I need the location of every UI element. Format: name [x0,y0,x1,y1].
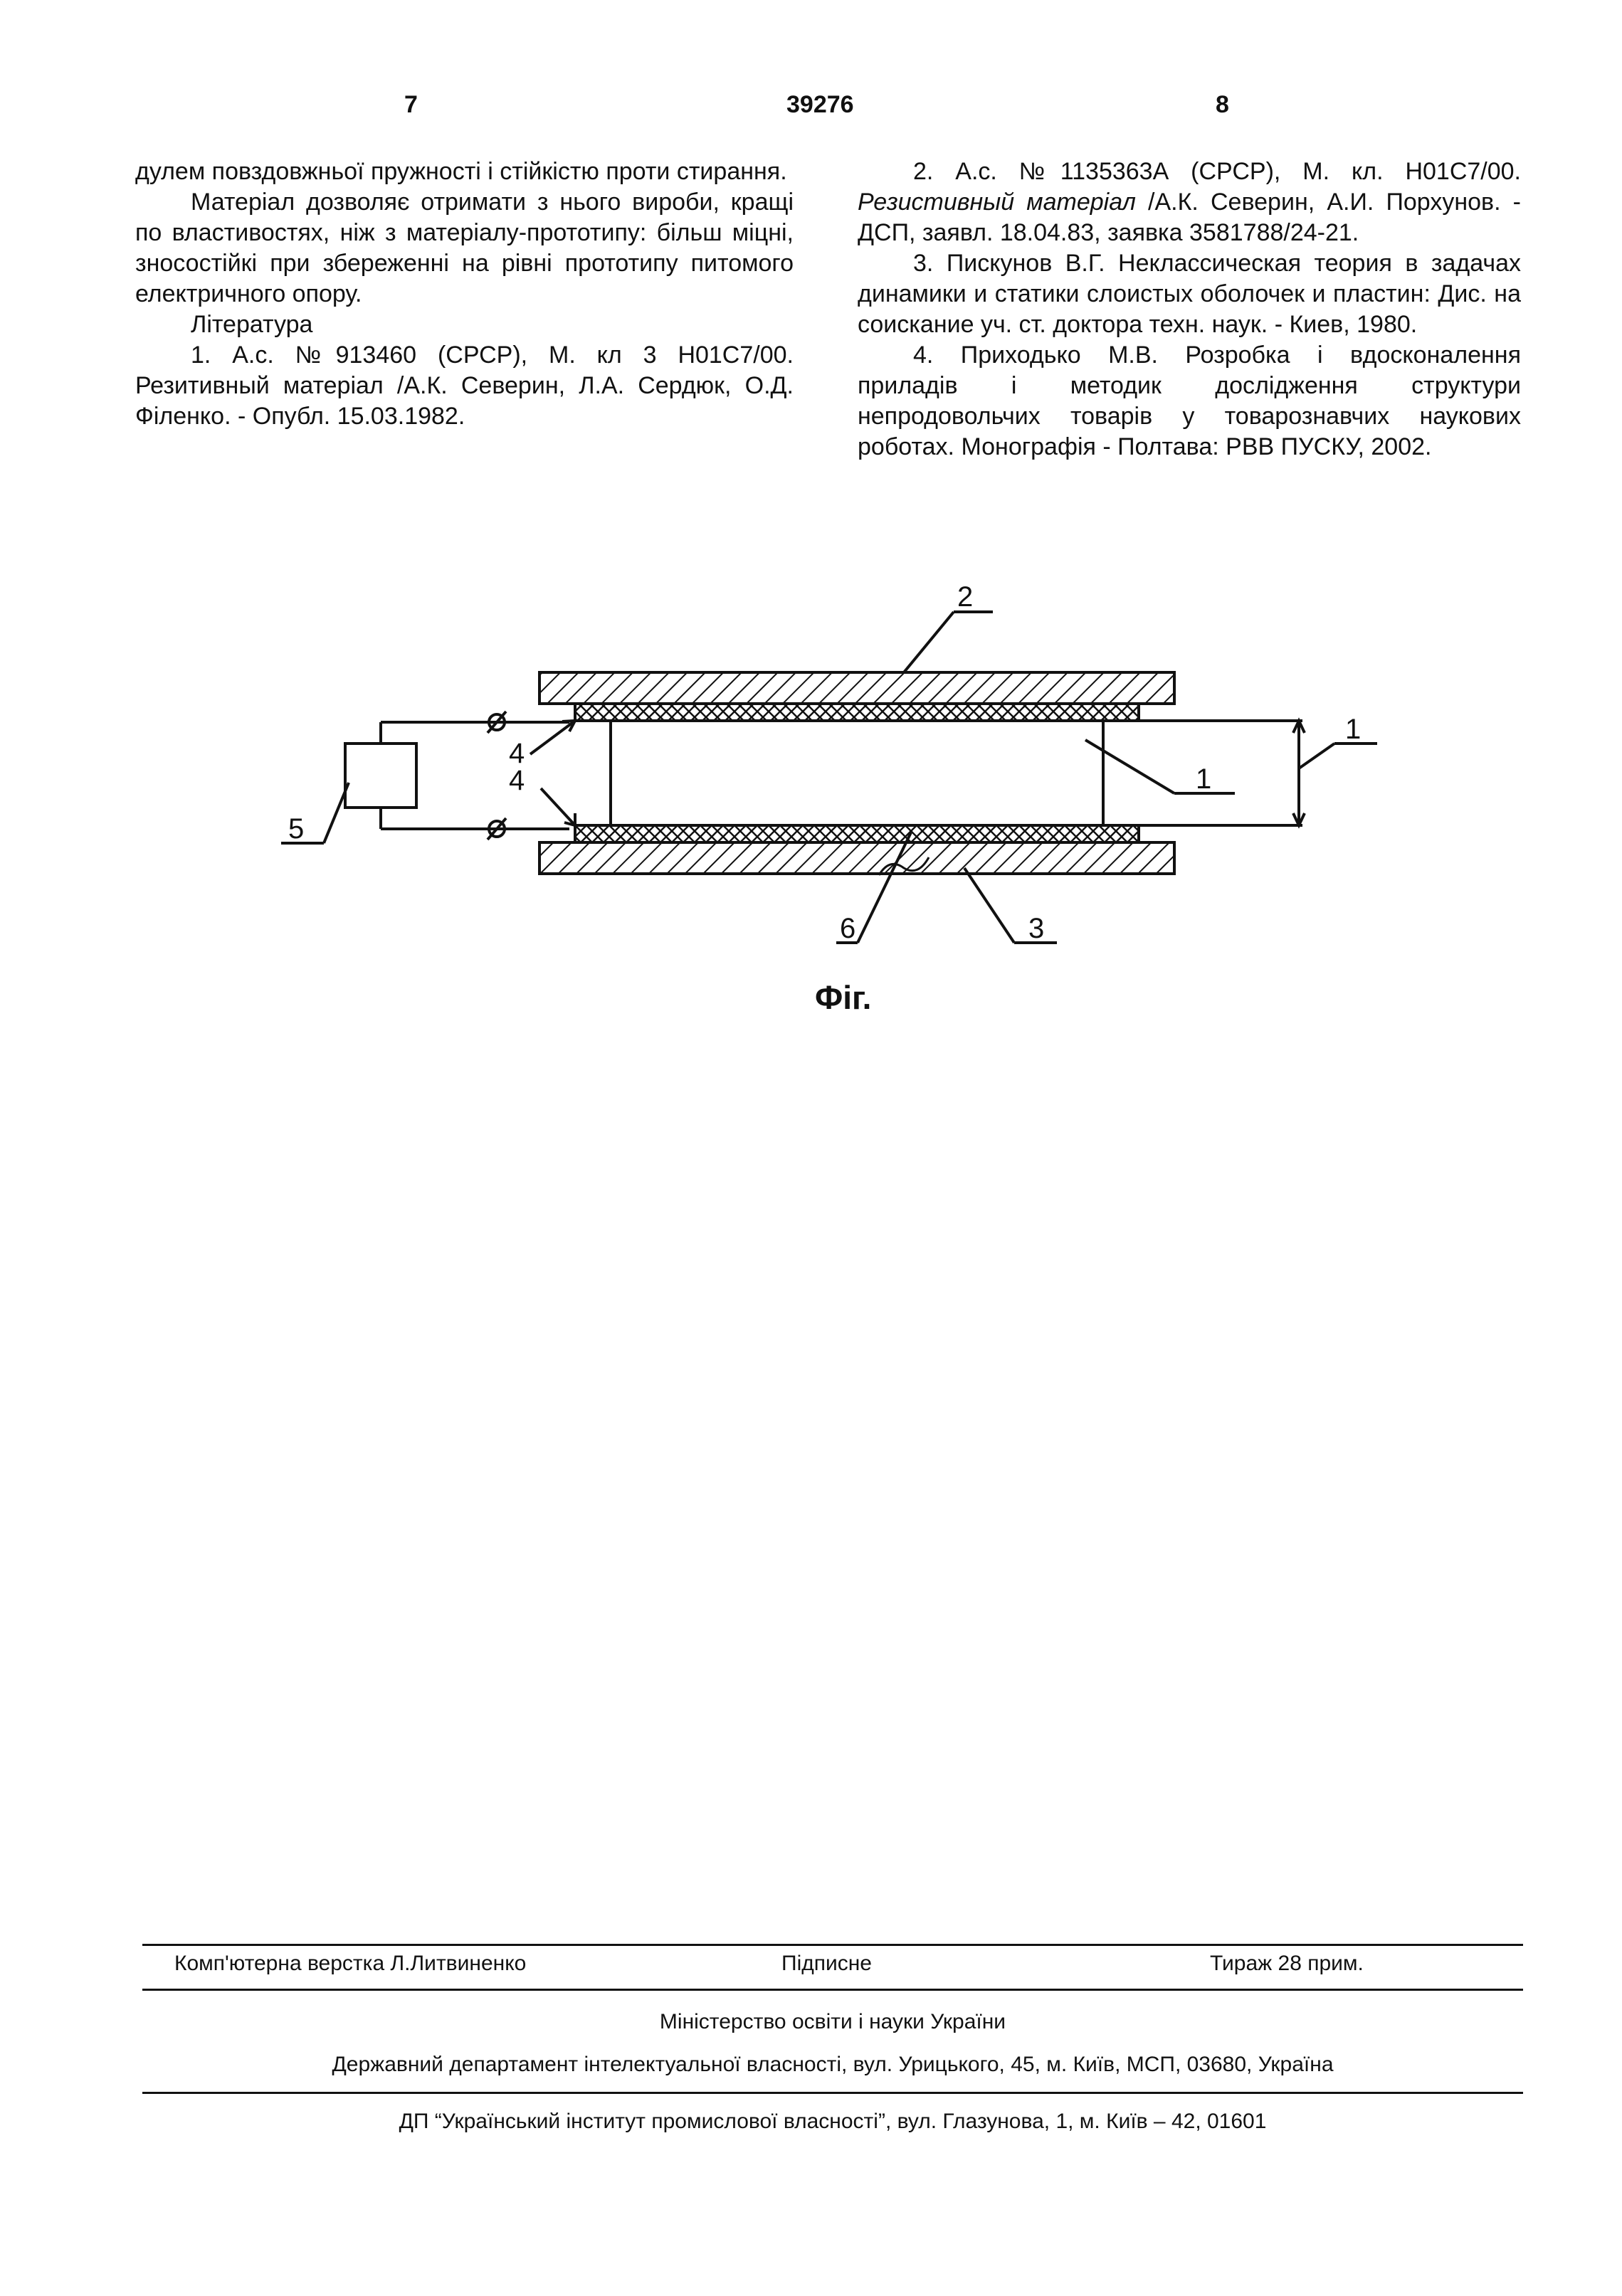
reference-2 [858,157,1521,248]
figure-drawing [270,562,1445,961]
imprint-layout: Комп'ютерна верстка Л.Литвиненко [174,1952,527,1975]
upper-resistive-layer [575,704,1139,721]
figure-caption: Фіг. [815,979,872,1016]
reference-3: 3. Пискунов В.Г. Неклассическая теория в задачах динамики и статики слоистых оболочек и пластин: Дис. на соискание уч. ст. доктора техн. наук. - Киев, 1980. [858,250,1521,338]
imprint-rule-3 [142,2092,1523,2094]
left-paragraph-1: дулем повздовжньої пружності і стійкістю проти стирання. [135,158,787,185]
leader-lines [281,612,1235,943]
label-4-top: 4 [509,738,525,769]
page-number-left: 7 [404,91,418,118]
literature-heading: Література [191,311,313,338]
reference-2-rest: /А.К. Северин, А.И. Порхунов. - ДСП, заявл. 18.04.83, заявка 3581788/24-21. [858,189,1521,246]
reference-1: 1. А.с. №913460 (СРСР), М. кл 3 Н01С7/00. Резитивный матеріал /А.К. Северин, Л.А. Сердюк, О.Д. Філенко. - Опубл. 15.03.1982. [135,342,794,430]
reference-2-title: Резистивный матеріал [858,189,1136,216]
lower-sleeve [539,842,1174,874]
label-5: 5 [288,813,305,845]
patent-number: 39276 [786,91,854,118]
imprint-rule-2 [142,1989,1523,1991]
page-number-right: 8 [1216,91,1229,118]
imprint-rule-1 [142,1944,1523,1946]
label-6: 6 [840,913,856,944]
imprint-institute: ДП “Український інститут промислової власності”, вул. Глазунова, 1, м. Київ – 42, 01601 [399,2110,1267,2133]
label-2: 2 [957,581,974,613]
upper-sleeve [539,672,1174,704]
reference-2-head: 2. А.с. №1135363А (СРСР), М. кл. Н01С7/00. [913,158,1521,185]
left-column [135,157,794,432]
label-3: 3 [1028,913,1045,944]
imprint-department: Державний департамент інтелектуальної власності, вул. Урицького, 45, м. Київ, МСП, 03680, Україна [332,2053,1334,2076]
label-1-body: 1 [1196,763,1212,795]
right-column [858,157,1521,462]
label-4-bottom: 4 [509,765,525,796]
label-1-dimension: 1 [1345,714,1362,745]
diameter-dimension [1293,721,1377,825]
imprint-ministry: Міністерство освіти і науки України [659,2010,1006,2033]
measuring-circuit [345,711,575,840]
reference-4: 4. Приходько М.В. Розробка і вдосконалення приладів і методик дослідження структури непродовольчих товарів у товарознавчих наукових роботах. Монографія - Полтава: РВВ ПУСКУ, 2002. [858,342,1521,460]
left-paragraph-2: Матеріал дозволяє отримати з нього вироби, кращі по властивостях, ніж з матеріалу-прототипу: більш міцні, зносостійкі при збереженні на рівні прототипу питомого електричного опору. [135,189,794,307]
imprint-circulation: Тираж 28 прим. [1210,1952,1364,1975]
imprint-signed: Підписне [781,1952,872,1975]
lower-resistive-layer [575,825,1139,842]
